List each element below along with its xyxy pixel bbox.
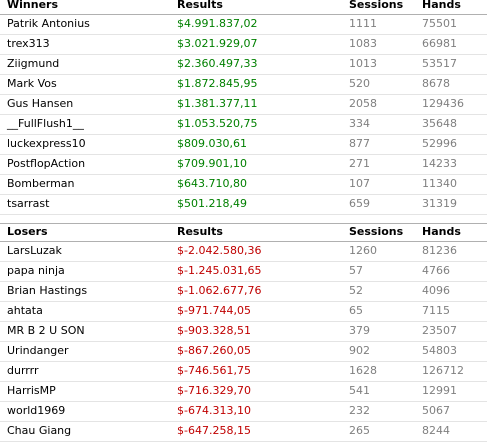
- hands-column-header: Hands: [422, 225, 461, 238]
- losers-table-body: [0, 242, 487, 442]
- player-name: trex313: [7, 37, 50, 50]
- hands-value: 11340: [422, 177, 457, 190]
- player-name: Gus Hansen: [7, 97, 74, 110]
- hands-value: 4096: [422, 284, 450, 297]
- winners-table: [0, 0, 487, 215]
- hands-value: 53517: [422, 57, 457, 70]
- result-value: $-971.744,05: [177, 304, 251, 317]
- sessions-value: 541: [349, 384, 370, 397]
- player-name: Patrik Antonius: [7, 17, 90, 30]
- hands-value: 12991: [422, 384, 457, 397]
- result-value: $-867.260,05: [177, 344, 251, 357]
- table-row: [0, 382, 487, 402]
- table-separator: [0, 215, 487, 224]
- winners-header-row: [0, 0, 487, 15]
- result-value: $-1.062.677,76: [177, 284, 262, 297]
- table-row: [0, 95, 487, 115]
- sessions-value: 877: [349, 137, 370, 150]
- result-value: $-2.042.580,36: [177, 244, 262, 257]
- results-column-header: Results: [177, 0, 223, 11]
- player-name: Mark Vos: [7, 77, 57, 90]
- result-value: $-716.329,70: [177, 384, 251, 397]
- sessions-value: 1083: [349, 37, 377, 50]
- sessions-value: 57: [349, 264, 363, 277]
- player-name: luckexpress10: [7, 137, 86, 150]
- hands-column-header: Hands: [422, 0, 461, 11]
- sessions-value: 2058: [349, 97, 377, 110]
- player-name: durrrr: [7, 364, 39, 377]
- result-value: $-746.561,75: [177, 364, 251, 377]
- result-value: $3.021.929,07: [177, 37, 258, 50]
- result-value: $709.901,10: [177, 157, 247, 170]
- table-row: [0, 35, 487, 55]
- table-row: [0, 362, 487, 382]
- table-row: [0, 302, 487, 322]
- table-row: [0, 282, 487, 302]
- result-value: $-1.245.031,65: [177, 264, 262, 277]
- losers-column-header: Losers: [7, 225, 48, 238]
- table-row: [0, 242, 487, 262]
- result-value: $501.218,49: [177, 197, 247, 210]
- player-name: __FullFlush1__: [7, 117, 84, 130]
- sessions-value: 52: [349, 284, 363, 297]
- result-value: $-674.313,10: [177, 404, 251, 417]
- hands-value: 7115: [422, 304, 450, 317]
- hands-value: 54803: [422, 344, 457, 357]
- losers-table: [0, 224, 487, 442]
- table-row: [0, 262, 487, 282]
- result-value: $-647.258,15: [177, 424, 251, 437]
- sessions-value: 659: [349, 197, 370, 210]
- table-row: [0, 422, 487, 442]
- player-name: Chau Giang: [7, 424, 72, 437]
- hands-value: 8244: [422, 424, 450, 437]
- result-value: $809.030,61: [177, 137, 247, 150]
- result-value: $1.872.845,95: [177, 77, 258, 90]
- table-row: [0, 115, 487, 135]
- hands-value: 52996: [422, 137, 457, 150]
- sessions-value: 379: [349, 324, 370, 337]
- player-name: MR B 2 U SON: [7, 324, 85, 337]
- table-row: [0, 342, 487, 362]
- result-value: $1.381.377,11: [177, 97, 258, 110]
- table-row: [0, 55, 487, 75]
- sessions-value: 334: [349, 117, 370, 130]
- result-value: $-903.328,51: [177, 324, 251, 337]
- table-row: [0, 155, 487, 175]
- hands-value: 126712: [422, 364, 464, 377]
- table-row: [0, 135, 487, 155]
- hands-value: 23507: [422, 324, 457, 337]
- winners-column-header: Winners: [7, 0, 58, 11]
- sessions-value: 265: [349, 424, 370, 437]
- result-value: $1.053.520,75: [177, 117, 258, 130]
- winners-table-body: [0, 15, 487, 215]
- table-row: [0, 402, 487, 422]
- player-name: Bomberman: [7, 177, 75, 190]
- player-name: world1969: [7, 404, 66, 417]
- sessions-value: 1111: [349, 17, 377, 30]
- player-name: PostflopAction: [7, 157, 86, 170]
- sessions-value: 902: [349, 344, 370, 357]
- sessions-value: 1013: [349, 57, 377, 70]
- hands-value: 81236: [422, 244, 457, 257]
- sessions-value: 1260: [349, 244, 377, 257]
- table-row: [0, 175, 487, 195]
- result-value: $2.360.497,33: [177, 57, 258, 70]
- result-value: $643.710,80: [177, 177, 247, 190]
- table-row: [0, 75, 487, 95]
- result-value: $4.991.837,02: [177, 17, 258, 30]
- player-name: papa ninja: [7, 264, 65, 277]
- table-row: [0, 195, 487, 215]
- player-name: Urindanger: [7, 344, 69, 357]
- hands-value: 14233: [422, 157, 457, 170]
- hands-value: 75501: [422, 17, 457, 30]
- sessions-column-header: Sessions: [349, 225, 404, 238]
- results-column-header: Results: [177, 225, 223, 238]
- player-name: HarrisMP: [7, 384, 56, 397]
- sessions-value: 271: [349, 157, 370, 170]
- table-row: [0, 15, 487, 35]
- hands-value: 66981: [422, 37, 457, 50]
- player-name: tsarrast: [7, 197, 50, 210]
- sessions-value: 1628: [349, 364, 377, 377]
- hands-value: 4766: [422, 264, 450, 277]
- sessions-column-header: Sessions: [349, 0, 404, 11]
- table-row: [0, 322, 487, 342]
- sessions-value: 65: [349, 304, 363, 317]
- player-name: ahtata: [7, 304, 43, 317]
- hands-value: 31319: [422, 197, 457, 210]
- sessions-value: 232: [349, 404, 370, 417]
- losers-header-row: [0, 224, 487, 242]
- sessions-value: 520: [349, 77, 370, 90]
- sessions-value: 107: [349, 177, 370, 190]
- player-name: LarsLuzak: [7, 244, 62, 257]
- hands-value: 129436: [422, 97, 464, 110]
- hands-value: 8678: [422, 77, 450, 90]
- player-name: Brian Hastings: [7, 284, 88, 297]
- player-name: Ziigmund: [7, 57, 60, 70]
- hands-value: 35648: [422, 117, 457, 130]
- hands-value: 5067: [422, 404, 450, 417]
